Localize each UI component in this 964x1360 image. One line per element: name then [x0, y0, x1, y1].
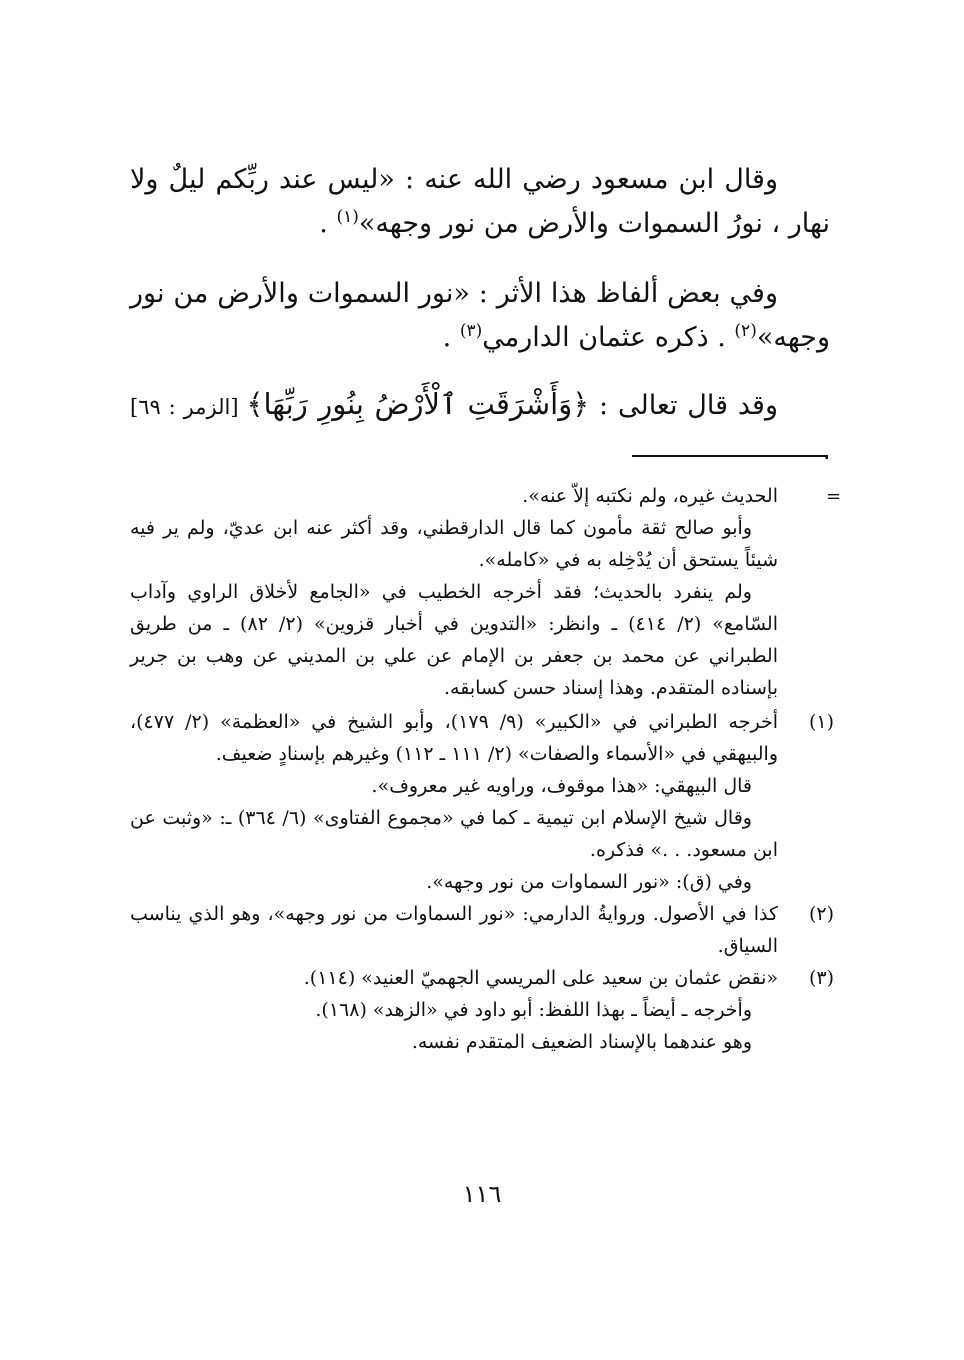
footnote-cont-line-1: الحديث غيره، ولم نكتبه إلاّ عنه».	[522, 485, 778, 507]
footnote-1-para-3: وقال شيخ الإسلام ابن تيمية ـ كما في «مجموع الفتاوى» (٦/ ٣٦٤) ـ: «وثبت عن ابن مسعود. . .» فذكره.	[130, 807, 778, 861]
footnote-continuation	[130, 480, 830, 704]
continuation-marker: =	[826, 486, 842, 507]
footnote-1	[130, 706, 834, 898]
paragraph-3	[130, 382, 830, 474]
footnote-cont-para-3: ولم ينفرد بالحديث؛ فقد أخرجه الخطيب في «الجامع لأخلاق الراوي وآداب السّامع» (٢/ ٤١٤) ـ وانظر: «التدوين في أخبار قزوين» (٢/ ٨٢) ـ من طريق الطبراني عن محمد بن جعفر بن الإمام عن علي بن المديني عن وهب بن جرير بإسناده المتقدم. وهذا إسناد حسن كسابقه.	[130, 581, 778, 699]
footnote-separator	[632, 455, 828, 457]
footnote-3-para-3: وهو عندهما بالإسناد الضعيف المتقدم نفسه.	[411, 1031, 752, 1053]
paragraph-2-middle: . ذكره عثمان الدارمي	[482, 322, 735, 353]
footnotes	[130, 480, 834, 1058]
footnote-3-mark: (٣)	[808, 967, 834, 989]
main-text	[130, 158, 830, 474]
footnote-cont-para-2: وأبو صالح ثقة مأمون كما قال الدارقطني، وقد أكثر عنه ابن عديّ، ولم ير فيه شيئاً يستحق أن يُدْخِله به في «كامله».	[130, 517, 778, 571]
paragraph-2-end: .	[442, 322, 460, 353]
footnote-2-mark: (٢)	[808, 903, 834, 925]
paragraph-1-end: .	[319, 208, 337, 239]
footnote-ref-2[interactable]: (٢)	[734, 321, 757, 341]
quran-verse: ﴿وَأَشْرَقَتِ ٱلْأَرْضُ بِنُورِ رَبِّهَا﴾	[246, 387, 590, 421]
paragraph-1-text: وقال ابن مسعود رضي الله عنه : «ليس عند ربِّكم ليلٌ ولا نهار ، نورُ السموات والأرض من نور وجهه»	[130, 164, 830, 239]
paragraph-1	[130, 158, 830, 246]
footnote-2	[130, 898, 834, 962]
paragraph-2-text: وفي بعض ألفاظ هذا الأثر : «نور السموات والأرض من نور وجهه»	[130, 278, 830, 353]
footnote-1-mark: (١)	[808, 711, 834, 733]
footnote-ref-3[interactable]: (٣)	[459, 321, 483, 341]
footnote-3-para-1: «نقض عثمان بن سعيد على المريسي الجهميّ العنيد» (١١٤).	[303, 967, 778, 989]
footnote-ref-1[interactable]: (١)	[336, 207, 359, 227]
paragraph-2	[130, 272, 830, 360]
footnote-3-para-2: وأخرجه ـ أيضاً ـ بهذا اللفظ: أبو داود في «الزهد» (١٦٨).	[315, 999, 752, 1021]
paragraph-3-text: وقد قال تعالى :	[589, 390, 778, 421]
footnote-1-para-4: وفي (ق): «نور السماوات من نور وجهه».	[426, 871, 752, 893]
page-number: ١١٦	[462, 1180, 502, 1208]
footnote-1-para-2: قال البيهقي: «هذا موقوف، وراويه غير معروف».	[371, 775, 752, 797]
verse-reference: [الزمر : ٦٩] .	[130, 395, 830, 464]
footnote-2-para-1: كذا في الأصول. وروايةُ الدارمي: «نور السماوات من نور وجهه»، وهو الذي يناسب السياق.	[130, 903, 778, 957]
footnote-3	[130, 962, 834, 1058]
footnote-1-para-1: أخرجه الطبراني في «الكبير» (٩/ ١٧٩)، وأبو الشيخ في «العظمة» (٢/ ٤٧٧)، والبيهقي في «الأسماء والصفات» (٢/ ١١١ ـ ١١٢) وغيرهم بإسنادٍ ضعيف.	[130, 711, 778, 765]
